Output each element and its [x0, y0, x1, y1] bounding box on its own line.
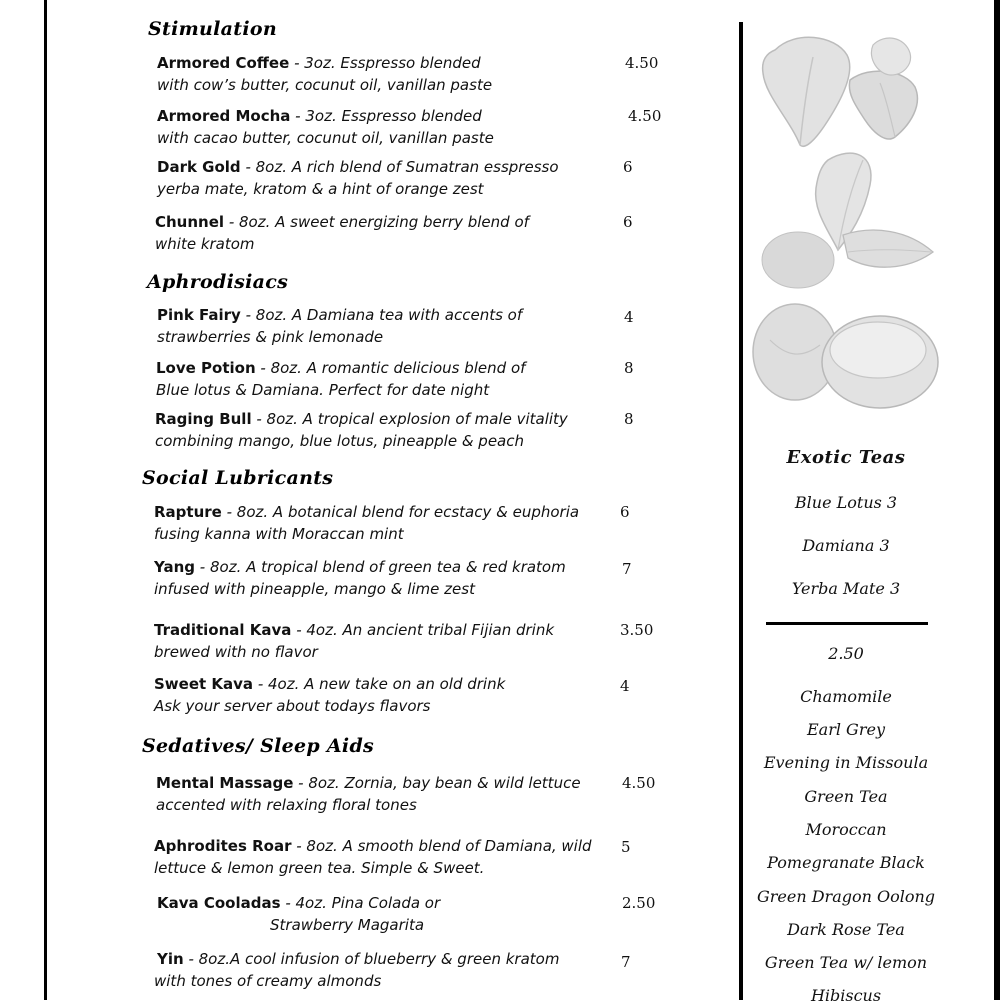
item-desc: - 8oz. A romantic delicious blend of — [255, 359, 526, 377]
item-name: Mental Massage — [156, 774, 294, 792]
tea-item: Moroccan — [805, 820, 887, 839]
item-desc-line2: yerba mate, kratom & a hint of orange zest — [157, 180, 484, 198]
kratom-leaf-powder-illustration — [758, 140, 938, 300]
item-price: 8 — [624, 359, 634, 377]
menu-item — [157, 892, 440, 936]
item-name: Sweet Kava — [154, 675, 254, 693]
menu-item — [154, 835, 592, 879]
item-desc: - 8oz.A cool infusion of blueberry & green kratom — [183, 950, 560, 968]
page-border-left — [44, 0, 47, 1000]
item-desc: - 4oz. Pina Colada or — [280, 894, 441, 912]
item-price: 4.50 — [622, 774, 656, 792]
item-name: Yang — [154, 558, 196, 576]
menu-item — [157, 52, 492, 96]
tea-price: 2.50 — [828, 644, 864, 663]
item-name: Yin — [157, 950, 184, 968]
item-desc-line2: with cow’s butter, cocunut oil, vanillan paste — [157, 76, 493, 94]
item-desc-line2: white kratom — [155, 235, 255, 253]
menu-item — [155, 408, 568, 452]
item-price: 8 — [624, 410, 634, 428]
tea-item: Chamomile — [800, 687, 892, 706]
item-name: Dark Gold — [157, 158, 241, 176]
tea-item: Pomegranate Black — [767, 853, 925, 872]
exotic-teas-title: Exotic Teas — [786, 447, 906, 468]
menu-item — [157, 156, 559, 200]
exotic-tea-item: Yerba Mate 3 — [791, 579, 901, 598]
item-price: 3.50 — [620, 621, 654, 639]
item-desc-line2: combining mango, blue lotus, pineapple & peach — [155, 432, 525, 450]
item-name: Kava Cooladas — [157, 894, 281, 912]
item-name: Love Potion — [156, 359, 256, 377]
section-title-sedatives: Sedatives/ Sleep Aids — [142, 735, 375, 757]
tea-item: Earl Grey — [806, 720, 885, 739]
tea-item: Green Tea — [804, 787, 888, 806]
section-title-stimulation: Stimulation — [148, 18, 277, 40]
item-name: Pink Fairy — [157, 306, 241, 324]
item-price: 4.50 — [625, 54, 659, 72]
item-desc: - 4oz. A new take on an old drink — [253, 675, 506, 693]
menu-item — [157, 105, 494, 149]
item-desc-line2: Ask your server about todays flavors — [154, 697, 431, 715]
item-name: Raging Bull — [155, 410, 252, 428]
item-price: 4 — [620, 677, 630, 695]
item-price: 6 — [623, 158, 633, 176]
item-price: 6 — [623, 213, 633, 231]
item-desc: - 3oz. Esspresso blended — [289, 54, 481, 72]
menu-item — [154, 619, 554, 663]
item-desc-line2: brewed with no flavor — [154, 643, 318, 661]
item-price: 4 — [624, 308, 634, 326]
tea-item: Dark Rose Tea — [787, 920, 905, 939]
item-desc: - 8oz. Zornia, bay bean & wild lettuce — [293, 774, 581, 792]
item-desc: - 4oz. An ancient tribal Fijian drink — [291, 621, 555, 639]
menu-item — [154, 556, 566, 600]
menu-item — [154, 948, 560, 992]
item-name: Chunnel — [155, 213, 225, 231]
item-desc-line2: lettuce & lemon green tea. Simple & Sweet. — [154, 859, 485, 877]
menu-item — [154, 673, 505, 717]
item-price: 7 — [622, 560, 632, 578]
item-price: 4.50 — [628, 107, 662, 125]
item-desc: - 3oz. Esspresso blended — [290, 107, 482, 125]
item-desc: - 8oz. A sweet energizing berry blend of — [224, 213, 529, 231]
item-desc-line2: with cacao butter, cocunut oil, vanillan paste — [157, 129, 494, 147]
menu-item — [157, 304, 522, 348]
menu-item — [156, 772, 581, 816]
section-title-social-lubricants: Social Lubricants — [142, 467, 334, 489]
item-desc: - 8oz. A rich blend of Sumatran esspresso — [240, 158, 559, 176]
item-desc: - 8oz. A Damiana tea with accents of — [240, 306, 523, 324]
item-price: 7 — [621, 953, 631, 971]
menu-item — [156, 357, 525, 401]
sidebar-divider — [766, 622, 928, 625]
item-desc-line2: Blue lotus & Damiana. Perfect for date night — [156, 381, 490, 399]
item-price: 6 — [620, 503, 630, 521]
item-desc-line2: strawberries & pink lemonade — [157, 328, 384, 346]
item-name: Armored Coffee — [157, 54, 290, 72]
item-price: 5 — [621, 838, 631, 856]
item-desc-line2: accented with relaxing floral tones — [156, 796, 417, 814]
tea-item: Evening in Missoula — [763, 753, 929, 772]
section-title-aphrodisiacs: Aphrodisiacs — [147, 271, 289, 293]
menu-item — [155, 211, 529, 255]
item-desc-line2: fusing kanna with Moraccan mint — [154, 525, 404, 543]
item-desc: - 8oz. A smooth blend of Damiana, wild — [291, 837, 592, 855]
item-price: 2.50 — [622, 894, 656, 912]
exotic-tea-item: Damiana 3 — [802, 536, 890, 555]
item-desc: - 8oz. A botanical blend for ecstacy & euphoria — [221, 503, 580, 521]
item-desc-line2: with tones of creamy almonds — [154, 972, 382, 990]
page-border-right — [994, 0, 1000, 1000]
item-name: Aphrodites Roar — [154, 837, 292, 855]
kava-coconut-bowl-illustration — [750, 300, 940, 440]
tea-item: Hibiscus — [810, 986, 882, 1005]
tea-item: Green Dragon Oolong — [756, 887, 936, 906]
item-desc-line2: Strawberry Magarita — [270, 916, 425, 934]
item-desc: - 8oz. A tropical explosion of male vitality — [251, 410, 568, 428]
item-name: Traditional Kava — [154, 621, 292, 639]
item-name: Armored Mocha — [157, 107, 291, 125]
exotic-tea-item: Blue Lotus 3 — [794, 493, 898, 512]
column-divider — [739, 22, 743, 1000]
tea-item: Green Tea w/ lemon — [764, 953, 928, 972]
menu-item — [154, 501, 579, 545]
item-desc: - 8oz. A tropical blend of green tea & red kratom — [195, 558, 566, 576]
item-desc-line2: infused with pineapple, mango & lime zest — [154, 580, 475, 598]
item-name: Rapture — [154, 503, 222, 521]
